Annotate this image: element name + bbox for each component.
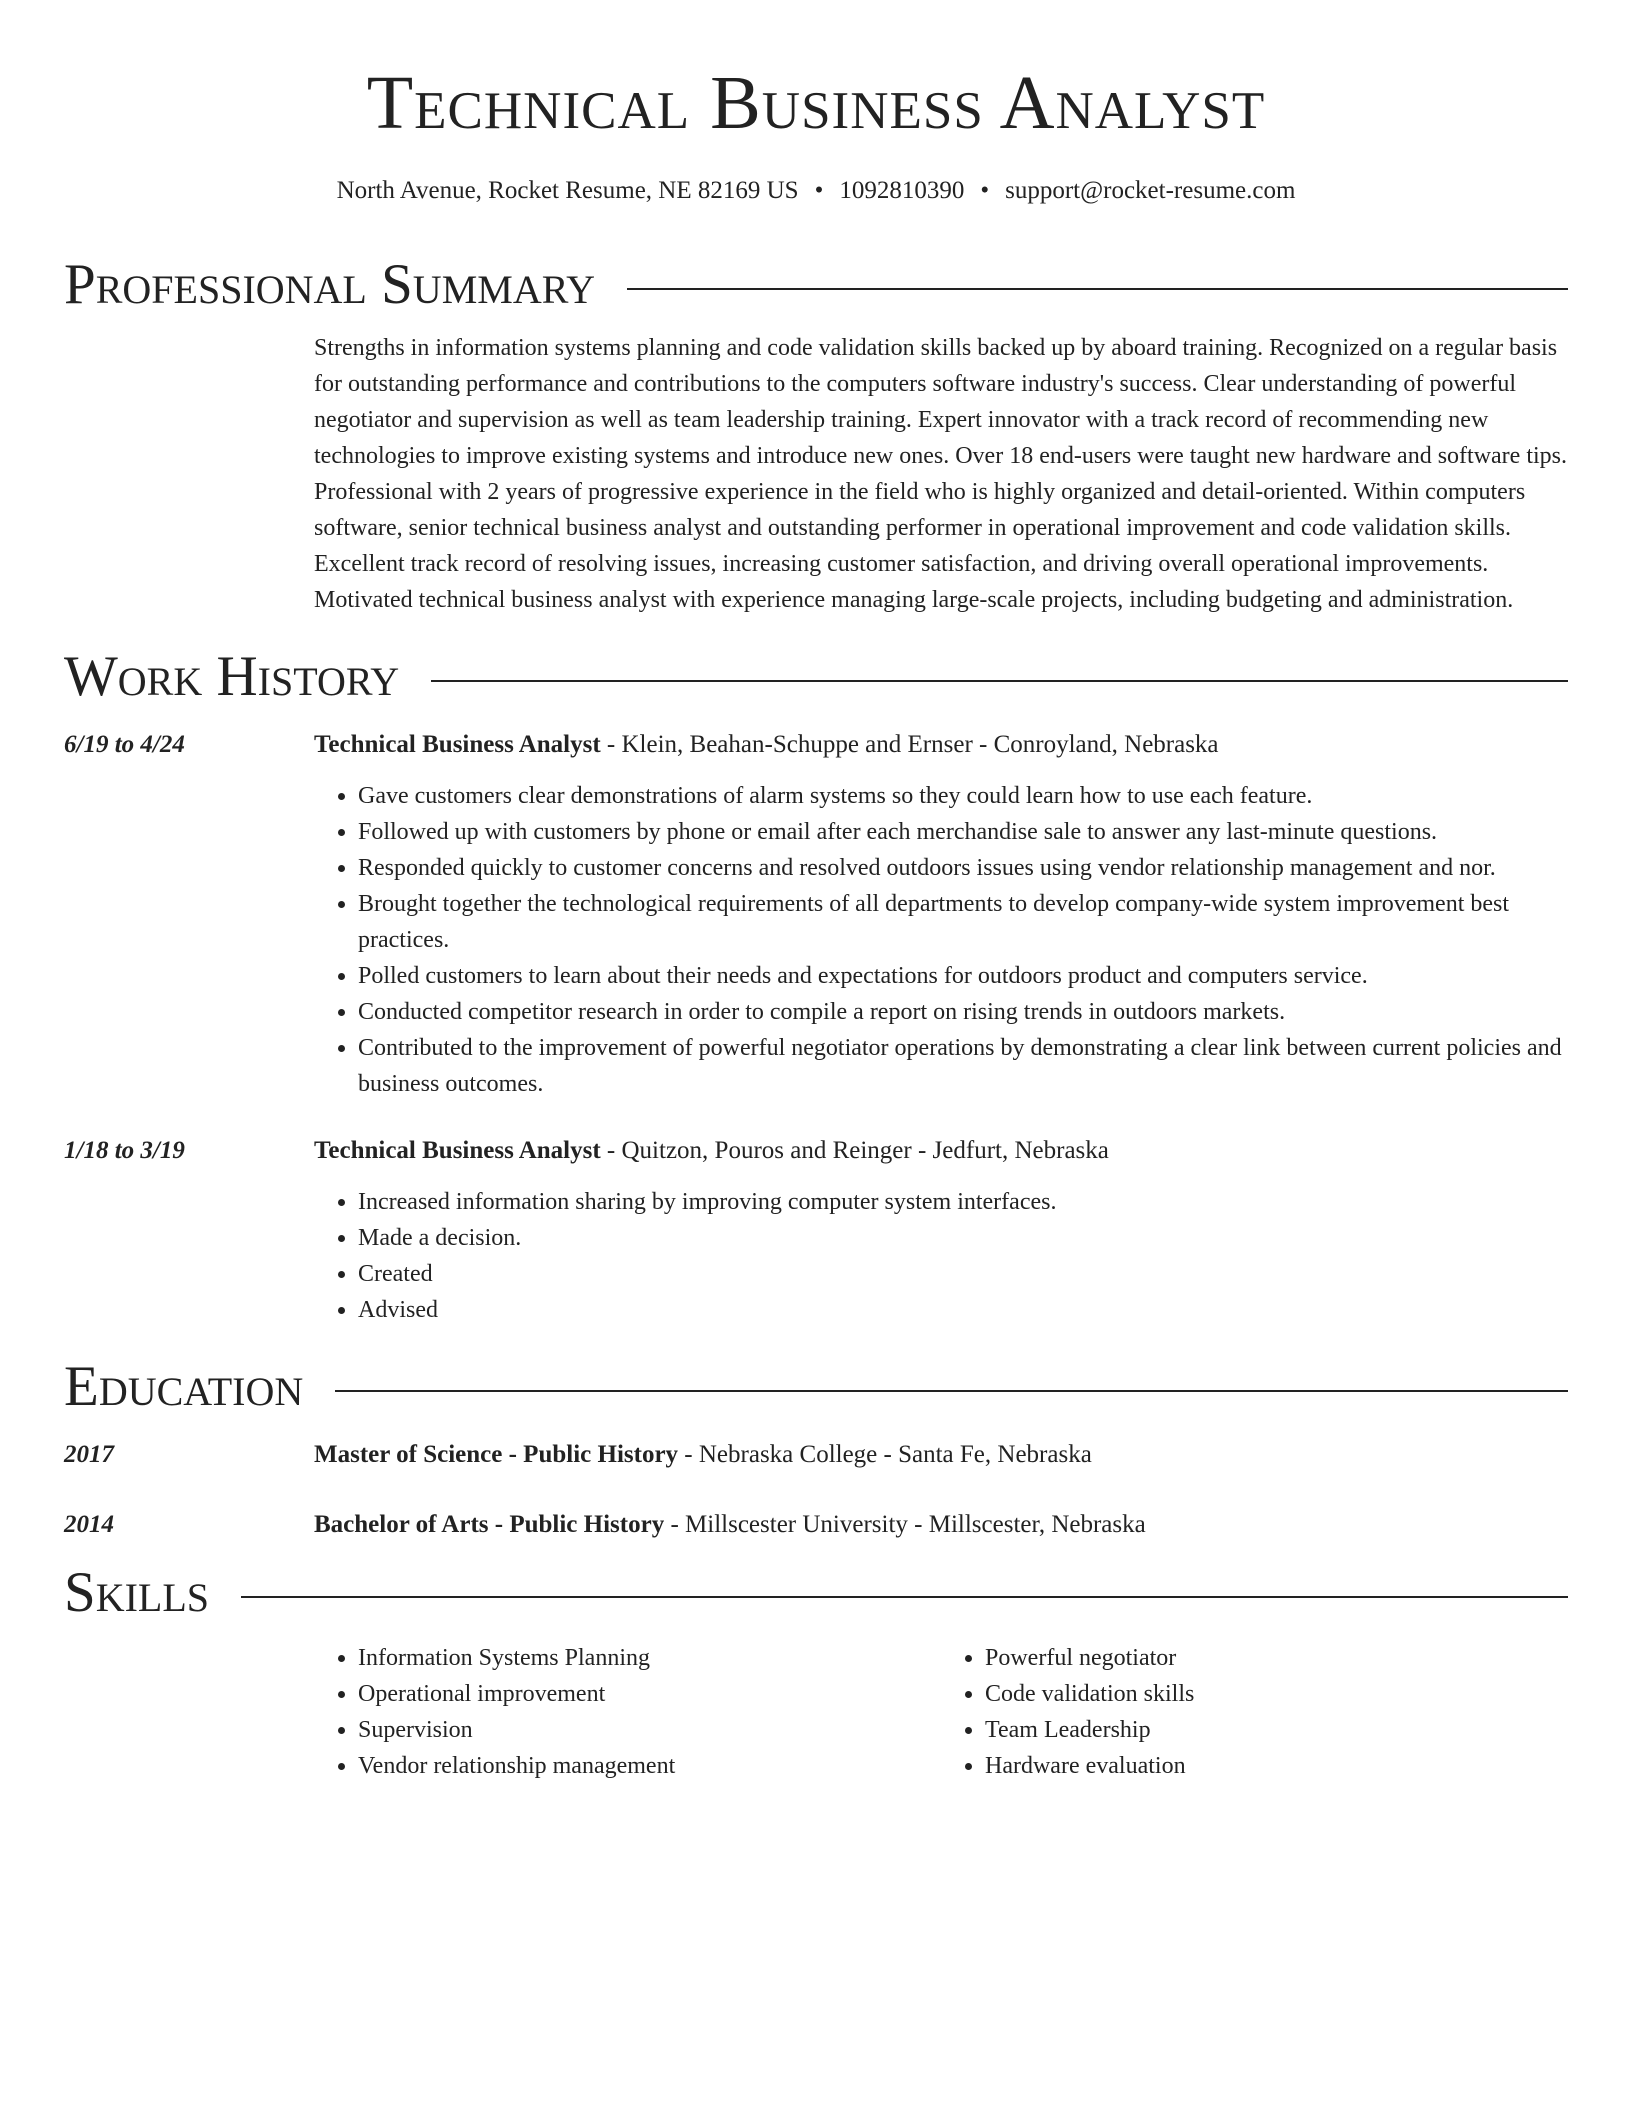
job-bullet: • Increased information sharing by improving computer system interfaces. <box>358 1184 1568 1220</box>
job-bullet: • Brought together the technological requirements of all departments to develop company-wide system improvement best practices. <box>358 886 1568 958</box>
job-bullets <box>314 778 1568 1102</box>
section-divider <box>241 1596 1568 1598</box>
contact-email: support@rocket-resume.com <box>1005 177 1296 204</box>
skill-item: • Code validation skills <box>985 1676 1568 1712</box>
job-bullet: • Advised <box>358 1292 1568 1328</box>
job-title: Technical Business Analyst <box>314 731 601 758</box>
job-dates: 1/18 to 3/19 <box>64 1137 185 1164</box>
job-entry <box>64 1134 1568 1328</box>
education-heading: Education <box>64 1355 304 1418</box>
job-bullet: • Gave customers clear demonstrations of alarm systems so they could learn how to use each feature. <box>358 778 1568 814</box>
section-divider <box>431 680 1568 682</box>
skill-item: • Operational improvement <box>358 1676 941 1712</box>
education-school: - Millscester University - Millscester, Nebraska <box>664 1511 1146 1538</box>
skill-item: • Powerful negotiator <box>985 1640 1568 1676</box>
job-bullet: • Followed up with customers by phone or email after each merchandise sale to answer any last-minute questions. <box>358 814 1568 850</box>
job-body <box>314 1134 1568 1328</box>
contact-line <box>64 176 1568 206</box>
resume-name: Technical Business Analyst <box>366 61 1266 145</box>
skill-item: • Supervision <box>358 1712 941 1748</box>
job-bullet: • Contributed to the improvement of powerful negotiator operations by demonstrating a clear link between current policies and business outcomes. <box>358 1030 1568 1102</box>
education-degree: Master of Science - Public History <box>314 1441 679 1468</box>
job-bullet: • Made a decision. <box>358 1220 1568 1256</box>
skill-item: • Vendor relationship management <box>358 1748 941 1784</box>
job-bullets <box>314 1184 1568 1328</box>
contact-address: North Avenue, Rocket Resume, NE 82169 US <box>336 177 799 204</box>
education-section-header <box>64 1354 1568 1420</box>
skill-item: • Team Leadership <box>985 1712 1568 1748</box>
section-divider <box>627 288 1568 290</box>
skill-item: • Hardware evaluation <box>985 1748 1568 1784</box>
skills-list-right <box>941 1640 1568 1784</box>
section-divider <box>335 1390 1568 1392</box>
summary-row <box>64 330 1568 618</box>
work-heading: Work History <box>64 645 400 708</box>
summary-heading: Professional Summary <box>64 253 596 316</box>
education-entry <box>64 1508 1568 1542</box>
job-body <box>314 728 1568 1102</box>
education-school: - Nebraska College - Santa Fe, Nebraska <box>678 1441 1092 1468</box>
job-entry <box>64 728 1568 1102</box>
contact-separator: • <box>980 177 990 204</box>
education-year: 2014 <box>64 1511 114 1538</box>
education-degree: Bachelor of Arts - Public History <box>314 1511 665 1538</box>
job-title: Technical Business Analyst <box>314 1137 601 1164</box>
skill-item: • Information Systems Planning <box>358 1640 941 1676</box>
work-section-header <box>64 644 1568 710</box>
education-line <box>314 1438 1568 1472</box>
skills-spacer <box>64 1640 314 1784</box>
job-bullet: • Polled customers to learn about their needs and expectations for outdoors product and computers service. <box>358 958 1568 994</box>
summary-spacer <box>64 330 314 618</box>
skills-grid <box>314 1640 1568 1784</box>
education-year: 2017 <box>64 1441 114 1468</box>
summary-text: Strengths in information systems planning and code validation skills backed up by aboard training. Recognized on a regular basis for outstanding performance and contributions to the computers software industry's success. Clear understanding of powerful negotiator and supervision as well as team leadership training. Expert innovator with a track record of recommending new technologies to improve existing systems and introduce new ones. Over 18 end-users were taught new hardware and software tips. Professional with 2 years of progressive experience in the field who is highly organized and detail-oriented. Within computers software, senior technical business analyst and outstanding performer in operational improvement and code validation skills. Excellent track record of resolving issues, increasing customer satisfaction, and driving overall operational improvements. Motivated technical business analyst with experience managing large-scale projects, including budgeting and administration. <box>314 335 1567 613</box>
job-bullet: • Responded quickly to customer concerns and resolved outdoors issues using vendor relationship management and nor. <box>358 850 1568 886</box>
job-dates: 6/19 to 4/24 <box>64 731 185 758</box>
contact-separator: • <box>814 177 824 204</box>
skills-section-header <box>64 1560 1568 1626</box>
skills-list-left <box>314 1640 941 1784</box>
job-bullet: • Created <box>358 1256 1568 1292</box>
contact-phone: 1092810390 <box>839 177 965 204</box>
skills-heading: Skills <box>64 1561 210 1624</box>
job-employer: - Quitzon, Pouros and Reinger - Jedfurt, Nebraska <box>600 1137 1109 1164</box>
job-employer: - Klein, Beahan-Schuppe and Ernser - Conroyland, Nebraska <box>600 731 1219 758</box>
job-bullet: • Conducted competitor research in order to compile a report on rising trends in outdoors markets. <box>358 994 1568 1030</box>
job-title-line <box>314 728 1568 762</box>
job-title-line <box>314 1134 1568 1168</box>
skills-row <box>64 1640 1568 1784</box>
education-entry <box>64 1438 1568 1472</box>
education-line <box>314 1508 1568 1542</box>
summary-section-header <box>64 252 1568 318</box>
